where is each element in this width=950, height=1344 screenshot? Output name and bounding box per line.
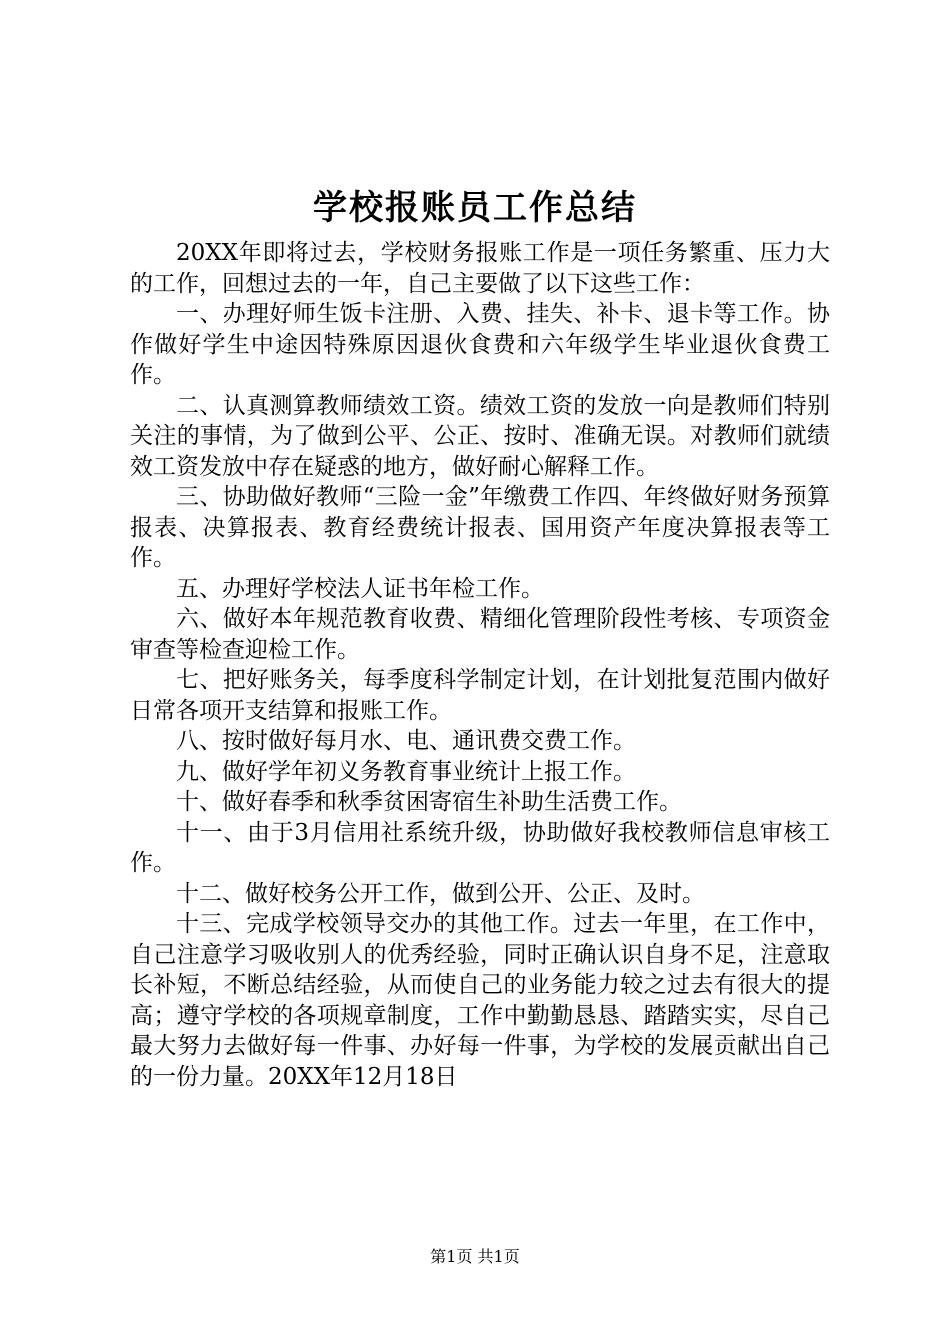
paragraph-item-5: 五、办理好学校法人证书年检工作。 [176,575,544,602]
page-footer: 第1页 共1页 [430,1247,520,1266]
paragraph-item-2: 二、认真测算教师绩效工资。绩效工资的发放一向是教师们特别关注的事情，为了做到公平、公正、按时、准确无误。对教师们就绩效工资发放中存在疑惑的地方，做好耐心解释工作。 [130,392,830,480]
paragraph-item-8: 八、按时做好每月水、电、通讯费交费工作。 [176,728,636,754]
document-title: 学校报账员工作总结 [313,188,637,228]
paragraph-item-7: 七、把好账务关，每季度科学制定计划，在计划批复范围内做好日常各项开支结算和报账工作。 [130,667,830,724]
paragraph-item-11: 十一、由于3月信用社系统升级，协助做好我校教师信息审核工作。 [130,819,830,876]
paragraph-item-12: 十二、做好校务公开工作，做到公开、公正、及时。 [176,880,705,907]
paragraph-intro: 20XX年即将过去，学校财务报账工作是一项任务繁重、压力大的工作，回想过去的一年，自己主要做了以下这些工作： [130,240,830,297]
document-body [130,238,830,1092]
paragraph-item-9: 九、做好学年初义务教育事业统计上报工作。 [176,758,636,785]
paragraph-item-6: 六、做好本年规范教育收费、精细化管理阶段性考核、专项资金审查等检查迎检工作。 [130,606,830,663]
paragraph-item-13: 十三、完成学校领导交办的其他工作。过去一年里，在工作中，自己注意学习吸收别人的优秀经验，同时正确认识自身不足，注意取长补短，不断总结经验，从而使自己的业务能力较之过去有很大的提高；遵守学校的各项规章制度，工作中勤勤恳恳、踏踏实实，尽自己最大努力去做好每一件事、办好每一件事，为学校的发展贡献出自己的一份力量。20XX年12月18日 [130,911,830,1090]
paragraph-item-10: 十、做好春季和秋季贫困寄宿生补助生活费工作。 [176,789,682,815]
paragraph-item-3-4: 三、协助做好教师“三险一金”年缴费工作四、年终做好财务预算报表、决算报表、教育经费统计报表、国用资产年度决算报表等工作。 [130,484,830,571]
paragraph-item-1: 一、办理好师生饭卡注册、入费、挂失、补卡、退卡等工作。协作做好学生中途因特殊原因退伙食费和六年级学生毕业退伙食费工作。 [130,301,830,388]
